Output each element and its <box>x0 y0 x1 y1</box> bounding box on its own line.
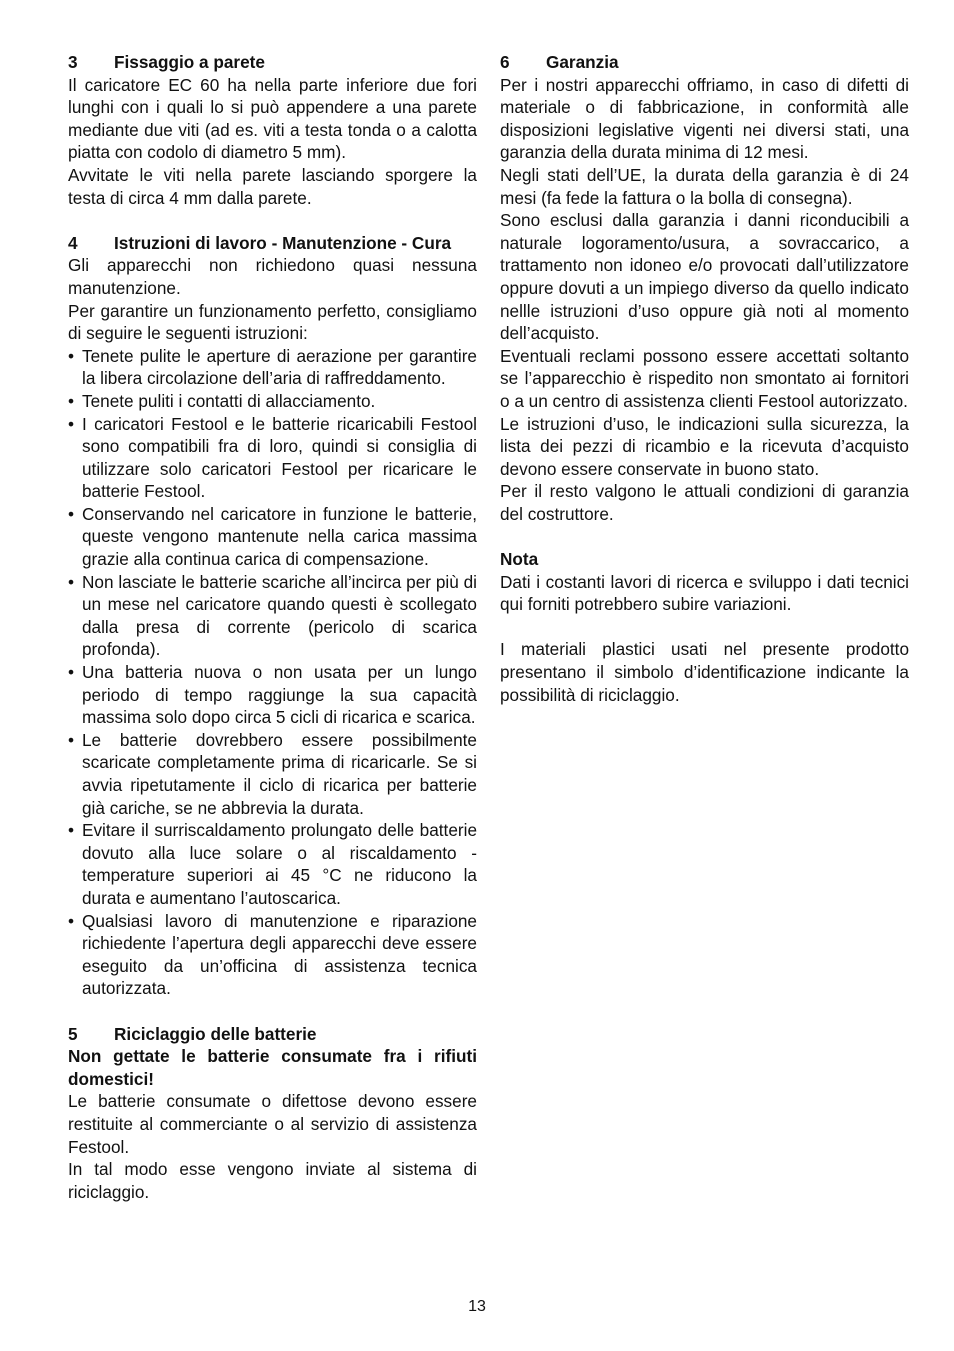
left-column <box>68 51 477 1203</box>
list-item: • Tenete puliti i contatti di allacciamento. <box>68 390 477 413</box>
list-item: • I caricatori Festool e le batterie ricaricabili Festool sono compatibili fra di loro, quindi si consiglia di utilizzare solo caricatori Festool per ricaricare le batterie Festool. <box>68 413 477 503</box>
section-6-title: Garanzia <box>546 52 619 72</box>
section-4-paragraph: Per garantire un funzionamento perfetto, consigliamo di seguire le seguenti istruzioni: <box>68 300 477 344</box>
list-item: • Una batteria nuova o non usata per un lungo periodo di tempo raggiunge la sua capacità massima solo dopo circa 5 cicli di ricarica e scarica. <box>68 661 477 729</box>
right-column <box>500 51 909 706</box>
section-6-paragraph: Eventuali reclami possono essere accettati soltanto se l’apparecchio è rispedito non smontato ai fornitori o a un centro di assistenza clienti Festool autorizzato. <box>500 345 909 411</box>
section-4-number: 4 <box>68 232 78 253</box>
section-4-title: Istruzioni di lavoro - Manutenzione - Cura <box>114 232 452 253</box>
maintenance-list <box>68 345 477 1000</box>
note-paragraph: Dati i costanti lavori di ricerca e sviluppo i dati tecnici qui forniti potrebbero subire variazioni. <box>500 571 909 615</box>
section-4-paragraph: Gli apparecchi non richiedono quasi nessuna manutenzione. <box>68 255 477 298</box>
page-number: 13 <box>468 1298 486 1315</box>
list-item: • Evitare il surriscaldamento prolungato delle batterie dovuto alla luce solare o al riscaldamento - temperature superiori ai 45 °C ne riducono la durata e aumentano l’autoscarica. <box>68 819 477 909</box>
section-3-paragraph: Il caricatore EC 60 ha nella parte inferiore due fori lunghi con i quali lo si può appendere a una parete mediante due viti (ad es. viti a testa tonda o a calotta piatta con codolo di diametro 5 mm). <box>68 74 477 163</box>
section-5-paragraph: In tal modo esse vengono inviate al sistema di riciclaggio. <box>68 1159 477 1202</box>
section-3-heading <box>68 51 477 74</box>
section-3-paragraph: Avvitate le viti nella parete lasciando sporgere la testa di circa 4 mm dalla parete. <box>68 164 477 208</box>
section-6-heading <box>500 51 909 74</box>
section-3-title: Fissaggio a parete <box>114 52 265 72</box>
section-6-paragraph: Sono esclusi dalla garanzia i danni riconducibili a naturale logoramento/usura, a sovraccarico, a trattamento non idoneo e/o provocati dall’utilizzatore oppure dovuti a un impiego diverso da quello indicato nellle istruzioni d’uso oppure già noti al momento dell’acquisto. <box>500 210 909 344</box>
section-6-paragraph: Negli stati dell’UE, la durata della garanzia è di 24 mesi (fa fede la fattura o la bolla di consegna). <box>500 164 909 208</box>
section-3-number: 3 <box>68 52 78 72</box>
list-item: • Qualsiasi lavoro di manutenzione e riparazione richiedente l’apertura degli apparecchi deve essere eseguito da un’officina di assistenza tecnica autorizzata. <box>68 910 477 1000</box>
list-item: • Conservando nel caricatore in funzione le batterie, queste vengono mantenute nella carica massima grazie alla continua carica di compensazione. <box>68 503 477 571</box>
section-5-number: 5 <box>68 1023 78 1044</box>
section-4-heading <box>68 232 477 255</box>
recycling-warning: Non gettate le batterie consumate fra i rifiuti domestici! <box>68 1046 477 1089</box>
note-paragraph: I materiali plastici usati nel presente prodotto presentano il simbolo d’identificazione indicante la possibilità di riciclaggio. <box>500 639 909 705</box>
section-5-heading <box>68 1023 477 1046</box>
section-6-paragraph: Le istruzioni d’uso, le indicazioni sulla sicurezza, la lista dei pezzi di ricambio e la ricevuta d’acquisto devono essere conservate in buono stato. <box>500 413 909 479</box>
list-item: • Tenete pulite le aperture di aerazione per garantire la libera circolazione dell’aria di raffreddamento. <box>68 345 477 390</box>
list-item: • Le batterie dovrebbero essere possibilmente scaricate completamente prima di ricaricarle. Se si avvia ripetutamente il ciclo di ricarica per batterie già cariche, se ne abbrevia la durata. <box>68 729 477 819</box>
section-6-number: 6 <box>500 52 510 72</box>
section-6-paragraph: Per i nostri apparecchi offriamo, in caso di difetti di materiale o di fabbricazione, in conformità alle disposizioni legislative vigenti nei diversi stati, una garanzia della durata minima di 12 mesi. <box>500 74 909 163</box>
note-heading: Nota <box>500 549 539 570</box>
list-item: • Non lasciate le batterie scariche all’incirca per più di un mese nel caricatore quando questi è scollegato dalla presa di corrente (pericolo di scarica profonda). <box>68 571 477 661</box>
section-5-paragraph: Le batterie consumate o difettose devono essere restituite al commerciante o al servizio di assistenza Festool. <box>68 1091 477 1157</box>
section-5-title: Riciclaggio delle batterie <box>114 1023 317 1044</box>
section-6-paragraph: Per il resto valgono le attuali condizioni di garanzia del costruttore. <box>500 481 909 524</box>
